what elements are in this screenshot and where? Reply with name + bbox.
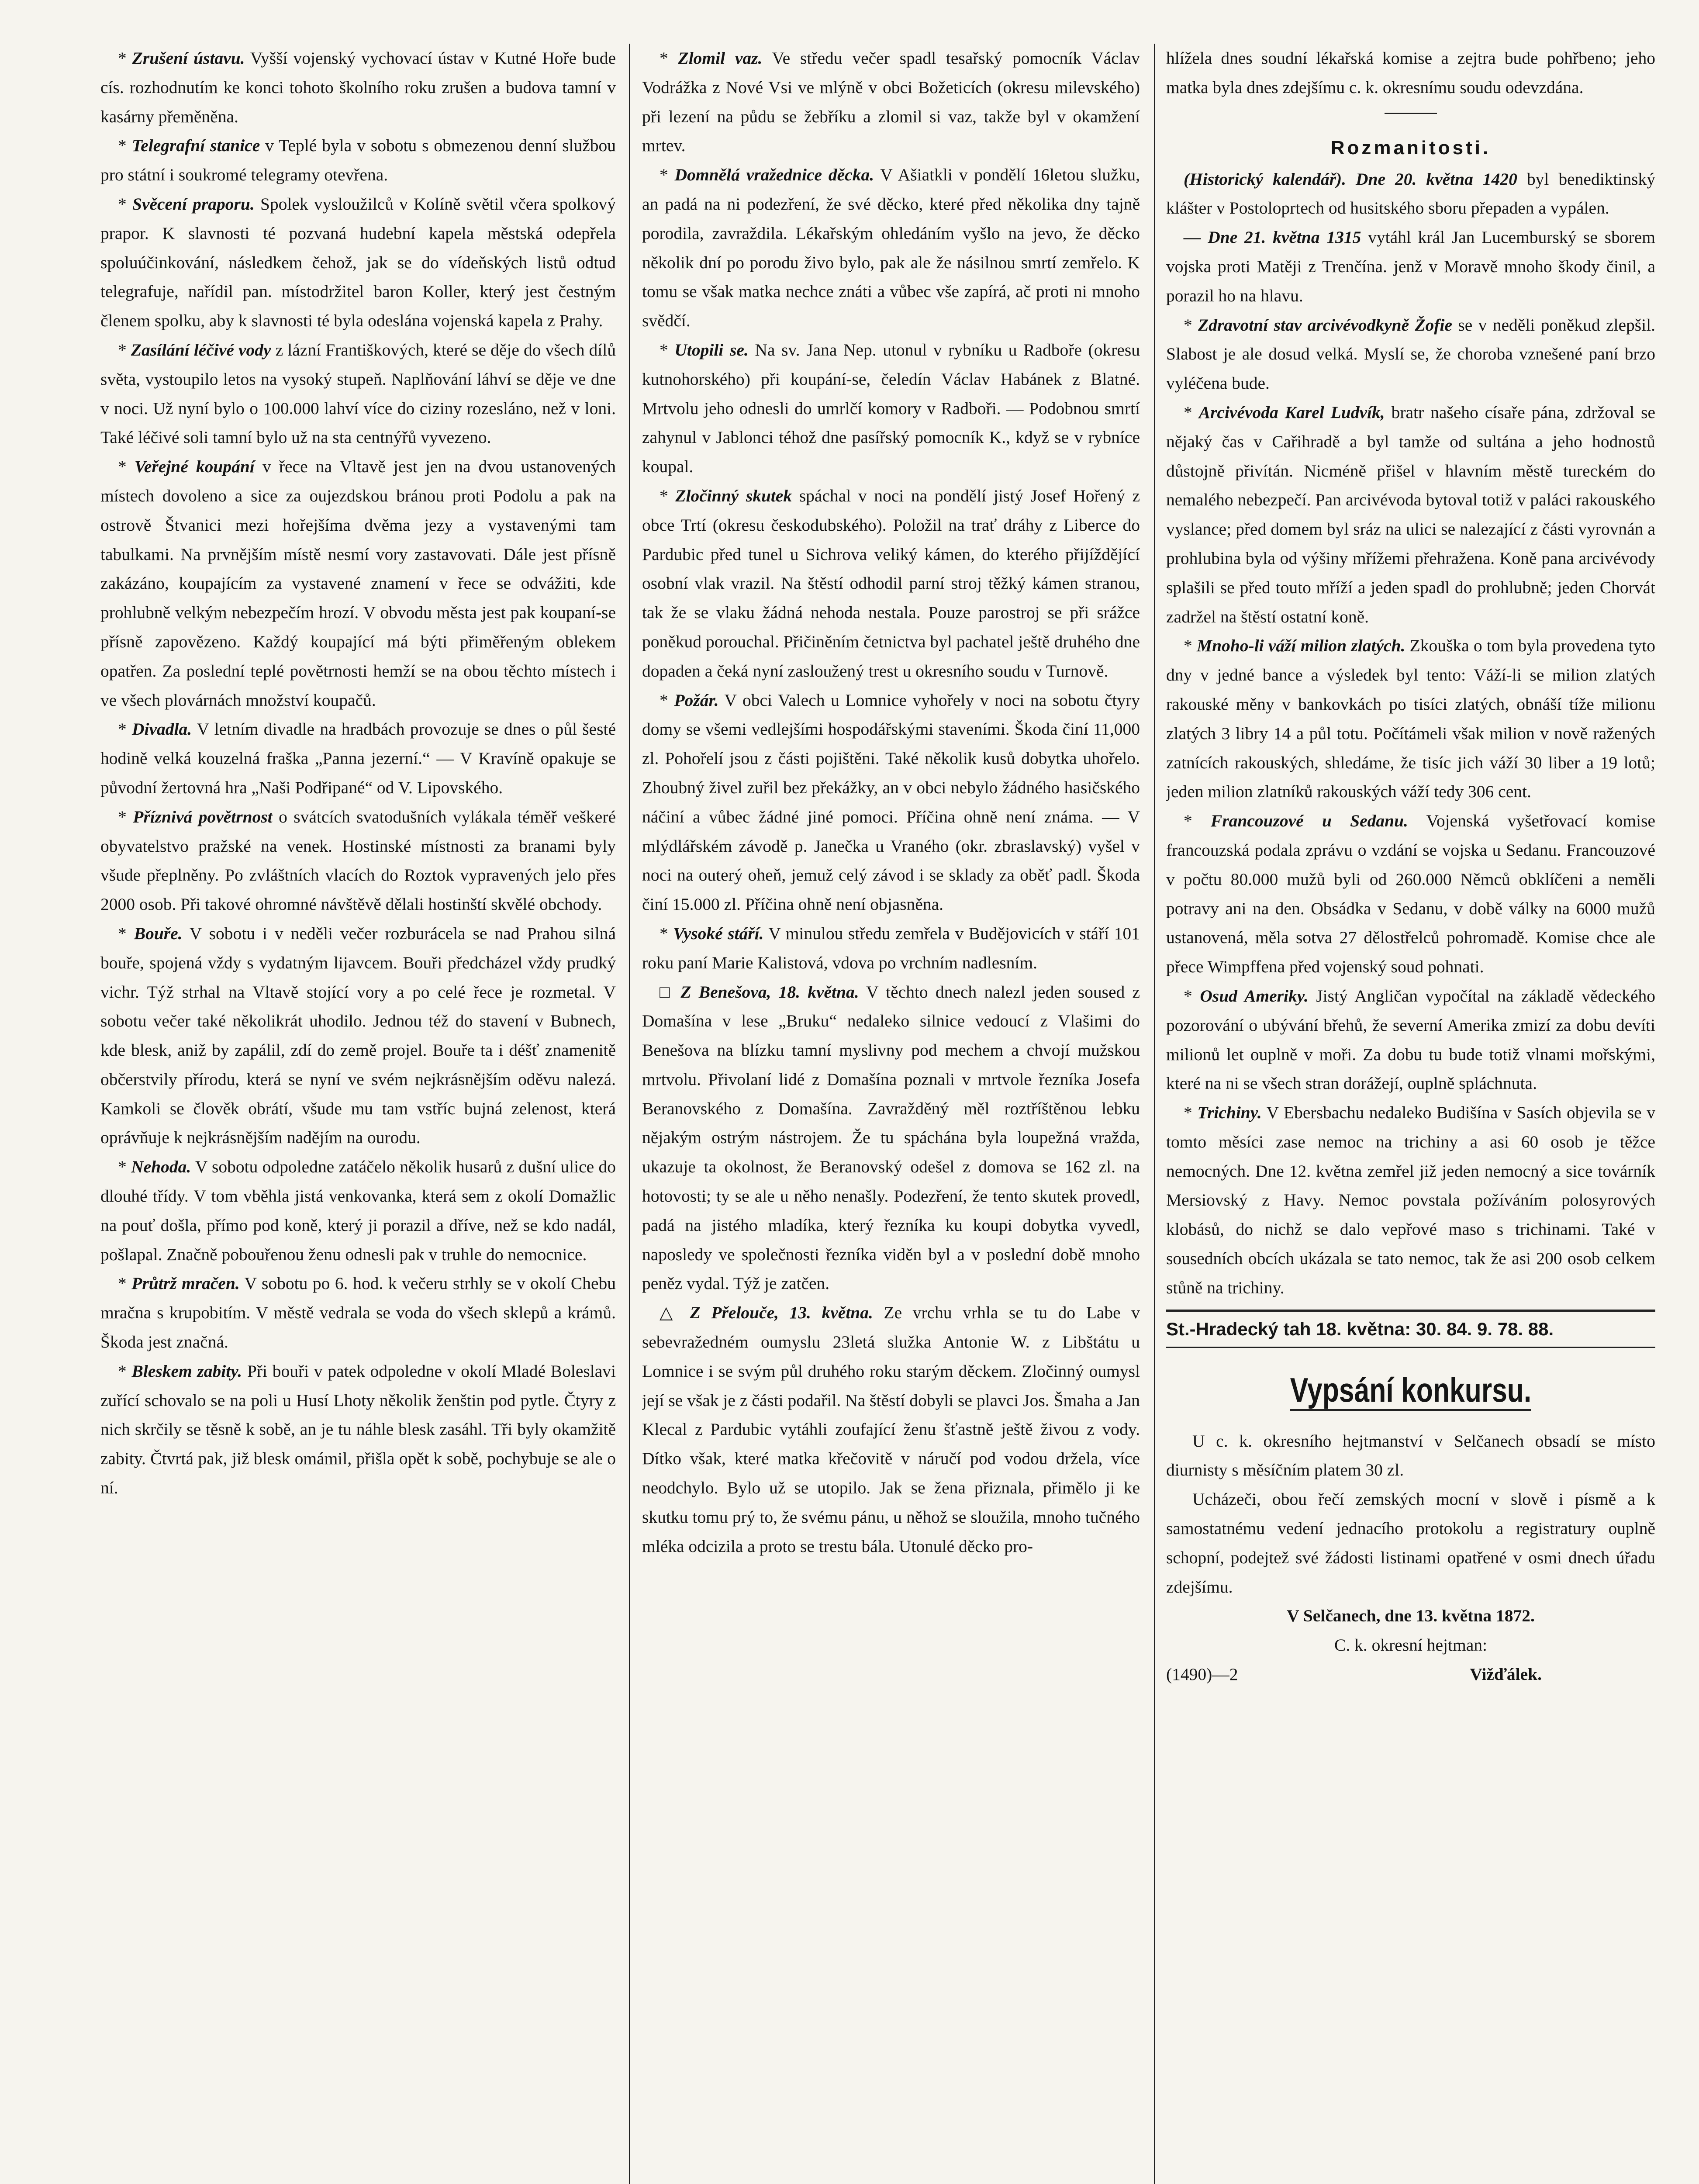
news-item-headline: Svěcení praporu. xyxy=(132,194,255,214)
news-item-headline: Zločinný skutek xyxy=(675,486,792,505)
news-item-text: byl benediktinský klášter v Postoloprtech od husitského sboru přepaden a vypálen. xyxy=(1166,169,1655,218)
news-item-headline: Požár. xyxy=(674,690,719,710)
advert-paragraph: Ucházeči, obou řečí zemských mocní v slově i písmě a k samostatnému vedení jednacího protokolu a registratury ouplně schopní, podejtež své žádosti listinami opatřené v osmi dnech úřadu zdejšímu. xyxy=(1166,1489,1655,1597)
news-item xyxy=(642,978,1140,1299)
item-marker: * xyxy=(118,719,132,739)
news-item-headline: □ Z Benešova, 18. května. xyxy=(660,982,859,1002)
item-marker: * xyxy=(660,486,676,505)
item-marker: * xyxy=(118,1274,132,1293)
news-item-text: V obci Valech u Lomnice vyhořely v noci na sobotu čtyry domy se všemi vedlejšími hospodářskými staveními. Škoda činí 11,000 zl. Pohořelí jsou z části pojištěni. Také několik kusů dobytka uhořelo. Zhoubný živel zuřil bez překážky, an v obci nebylo žádného hasičského náčiní a vůbec žádné jiné pomoci. Příčina ohně není známa. — V mlýdlářském závodě p. Janečka u Vraného (okr. zbraslavský) vyšel v noci na outerý oheň, jemuž celý závod i se sklady za oběť padl. Škoda činí 15.000 zl. Příčina ohně není objasněna. xyxy=(642,690,1140,914)
news-item xyxy=(100,44,616,131)
news-item-headline: Osud Ameriky. xyxy=(1200,986,1309,1006)
news-item xyxy=(100,335,616,452)
news-items xyxy=(1166,165,1655,1303)
news-item-text: v řece na Vltavě jest jen na dvou ustanovených místech dovoleno a sice za oujezdskou bránou proti Podolu a pak na ostrově Štvanici mezi hořejšíma dvěma jezy a vystavenými tam tabulkami. Na prvnějším místě nesmí vory zastavovati. Dále jest přísně zakázáno, koupajícím za vystavené znamení v řece se odvážiti, kde prohlubně velkým nebezpečím hrozí. V obvodu města jest pak koupaní-se přísně zapovězeno. Každý koupající má býti přiměřeným oblekem opatřen. Za poslední teplé povětrnosti hemží se na obou těchto místech i ve všech plovárnách množství koupačů. xyxy=(100,457,616,710)
news-item-text: Vyšší vojenský vychovací ústav v Kutné Hoře bude cís. rozhodnutím ke konci tohoto školního roku zrušen a budova tamní v kasárny přeměněna. xyxy=(100,48,616,126)
item-marker: * xyxy=(660,340,675,359)
news-item xyxy=(642,160,1140,335)
news-item xyxy=(1166,311,1655,398)
news-item-text: Zkouška o tom byla provedena tyto dny v jedné bance a výsledek byl tento: Váží-li se milion zlatých rakouské měny v bankovkách po tisíci zlatých, obnáší tíže milionu zlatých 3 libry 14 a půl totu. Počítámeli však milion v nově ražených zatnících rakouských, shledáme, že tisíc jich váží 30 liber a 19 lotů; jeden milion zlatníků rakouských váží tedy 306 cent. xyxy=(1166,636,1655,802)
item-marker: * xyxy=(118,194,132,214)
news-item xyxy=(1166,981,1655,1098)
item-marker: * xyxy=(660,690,674,710)
item-marker: * xyxy=(660,923,673,943)
news-item-text: o svátcích svatodušních vylákala téměř veškeré obyvatelstvo pražské na venek. Hostinské místnosti za branami byly všude přeplněny. Po zvláštních vlacích do Roztok vypravených jelo přes 2000 osob. Při takové ohromné návštěvě dělali hostinští skvělé obchody. xyxy=(100,807,616,914)
advert-title xyxy=(1215,1364,1606,1416)
news-item-text: V Ebersbachu nedaleko Budišína v Sasích objevila se v tomto měsíci zase nemoc na trichiny a asi 60 osob je těžce nemocných. Dne 12. května zemřel již jeden nemocný a sice továrník Mersiovský z Havy. Nemoc povstala požíváním polosyrových klobásů, do nichž se dalo vepřové maso s trichinami. Také v sousedních obcích ukázala se tato nemoc, tak že asi 200 osob celkem stůně na trichiny. xyxy=(1166,1103,1655,1297)
news-item-headline: Zlomil vaz. xyxy=(678,48,763,68)
news-item-headline: Bleskem zabity. xyxy=(131,1361,242,1381)
item-marker: * xyxy=(118,807,133,826)
lottery-results: St.-Hradecký tah 18. května: 30. 84. 9. 78. 88. xyxy=(1166,1310,1655,1348)
news-item-headline: Nehoda. xyxy=(131,1157,191,1177)
news-item-text: Při bouři v patek odpoledne v okolí Mladé Boleslavi zuřící schovalo se na poli u Husí Lhoty několik ženštin pod pytle. Čtyry z nich skrčily se těsně k sobě, an je tu náhle blesk zasáhl. Tři byly okamžitě zabity. Čtvrtá pak, již blesk omámil, přišla opět k sobě, pochybuje se ale o ní. xyxy=(100,1361,616,1498)
item-marker: * xyxy=(1184,315,1198,335)
item-marker: * xyxy=(1184,402,1199,422)
news-item-headline: Zrušení ústavu. xyxy=(132,48,245,68)
item-marker: * xyxy=(118,1157,131,1177)
news-item-headline: Zasílání léčivé vody xyxy=(131,340,271,359)
news-item-headline: Arcivévoda Karel Ludvík, xyxy=(1198,402,1385,422)
news-item xyxy=(100,452,616,715)
continued-article-text: hlížela dnes soudní lékařská komise a zejtra bude pohřbeno; jeho matka byla dnes zdejšímu c. k. okresnímu soudu odevzdána. xyxy=(1166,48,1655,97)
item-marker: * xyxy=(118,457,135,477)
news-item xyxy=(100,1152,616,1269)
news-item xyxy=(1166,398,1655,631)
news-item-headline: Veřejné koupání xyxy=(134,457,255,477)
news-item xyxy=(1166,165,1655,223)
news-item-headline: Divadla. xyxy=(131,719,192,739)
news-item-text: Jistý Angličan vypočítal na základě vědeckého pozorování o ubývání břehů, že severní Amerika zmizí za dobu devíti milionů let ouplně v moři. Za dobu tu bude totiž vlnami mořskými, které na ni se všech stran dorážejí, ouplně spláchnuta. xyxy=(1166,986,1655,1093)
news-item-text: Spolek vysloužilců v Kolíně světil včera spolkový prapor. K slavnosti té pozvaná hudební kapela městská odepřela spoluúčinkování, následkem čehož, jak se do vídeňských listů odtud telegrafuje, nařídil pan. místodržitel baron Koller, který jest čestným členem spolku, aby k slavnosti té byla odeslána vojenská kapela z Prahy. xyxy=(100,194,616,331)
news-item xyxy=(642,481,1140,686)
advert-paragraph: U c. k. okresního hejtmanství v Selčanech obsadí se místo diurnisty s měsíčním platem 30 zl. xyxy=(1166,1431,1655,1480)
news-item-text: v Teplé byla v sobotu s obmezenou denní službou pro státní i soukromé telegramy otevřena. xyxy=(100,136,616,185)
item-marker: * xyxy=(118,923,134,943)
advert-title-text: Vypsání konkursu. xyxy=(1290,1371,1532,1411)
news-item xyxy=(1166,631,1655,806)
news-item-text: V sobotu odpoledne zatáčelo několik husarů z dušní ulice do dlouhé třídy. V tom vběhla jistá venkovanka, která sem z okolí Domažlic na pouť došla, přímo pod koně, který ji porazil a dříve, než se kdo nadál, pošlapal. Značně pobouřenou ženu odnesli pak v truhle do nemocnice. xyxy=(100,1157,616,1264)
newspaper-page xyxy=(100,44,1655,2184)
news-item-headline: Trichiny. xyxy=(1197,1103,1262,1123)
news-item-headline: Utopili se. xyxy=(674,340,749,359)
news-item-text: V letním divadle na hradbách provozuje se dnes o půl šesté hodině velká kouzelná fraška „Panna jezerní.“ — V Kravíně opakuje se původní žertovná hra „Naši Podřipané“ od V. Lipovského. xyxy=(100,719,616,797)
advert-place-date: V Selčanech, dne 13. května 1872. xyxy=(1287,1606,1535,1626)
column-right xyxy=(1166,44,1655,2184)
news-item-text: Vojenská vyšetřovací komise francouzská podala zprávu o vzdání se vojska u Sedanu. Francouzové v počtu 80.000 mužů byli od 260.000 Němců obklíčeni a neměli potravy ani na den. Obsádka v Sedanu, v době války na 6000 mužů ustanovená, měla sotva 27 dělostřelců pohromadě. Komise chce ale přece Wimpffena před vojenský soud pohnati. xyxy=(1166,811,1655,977)
item-marker: * xyxy=(118,1361,132,1381)
news-item xyxy=(642,1298,1140,1561)
news-item xyxy=(642,919,1140,978)
item-marker: * xyxy=(1184,986,1200,1006)
news-item-text: V sobotu po 6. hod. k večeru strhly se v okolí Chebu mračna s krupobitím. V městě vedrala se voda do všech sklepů a krámů. Škoda jest značná. xyxy=(100,1274,616,1352)
separator-rule xyxy=(1385,113,1437,114)
news-item-text: Ve středu večer spadl tesařský pomocník Václav Vodrážka z Nové Vsi ve mlýně v obci Božeticích (okresu milevského) při lezení na půdu se žebříku a zlomil si vaz, takže byl v okamžení mrtev. xyxy=(642,48,1140,156)
news-item-headline: — Dne 21. května 1315 xyxy=(1184,228,1361,247)
item-marker: * xyxy=(1184,636,1197,656)
item-marker: * xyxy=(1184,1103,1198,1123)
news-item xyxy=(100,1269,616,1356)
item-marker: * xyxy=(660,165,675,185)
news-item-text: Na sv. Jana Nep. utonul v rybníku u Radboře (okresu kutnohorského) při koupání-se, čeledín Václav Habánek z Blatné. Mrtvolu jeho odnesli do umrlčí komory v Radboři. — Podobnou smrtí zahynul v Jablonci téhož dne pasířský pomocník K., když se v rybníce koupal. xyxy=(642,340,1140,477)
news-item-text: vytáhl král Jan Lucemburský se sborem vojska proti Matěji z Trenčína. jenž v Moravě mnoho škody činil, a porazil ho na hlavu. xyxy=(1166,228,1655,305)
news-item xyxy=(1166,806,1655,981)
news-item-headline: Domnělá vražednice děcka. xyxy=(674,165,874,185)
news-item xyxy=(642,686,1140,919)
news-item-headline: Telegrafní stanice xyxy=(131,136,260,156)
news-item-headline: Příznivá povětrnost xyxy=(133,807,273,826)
news-item-text: se v neděli poněkud zlepšil. Slabost je ale dosud velká. Myslí se, že choroba vznešené paní brzo vyléčena bude. xyxy=(1166,315,1655,393)
news-item xyxy=(100,919,616,1152)
advert-reference: (1490)—2 xyxy=(1166,1665,1238,1684)
news-item-headline: Bouře. xyxy=(134,923,183,943)
news-item xyxy=(100,190,616,335)
news-item-headline: △ Z Přelouče, 13. května. xyxy=(660,1303,873,1323)
news-item-text: spáchal v noci na pondělí jistý Josef Hořený z obce Trtí (okresu českodubského). Položil na trať dráhy z Liberce do Pardubic před tunel u Sichrova veliký kámen, do kterého přijíždějící osobní vlak vrazil. Na štěstí odhodil parní stroj těžký kámen stranou, tak že se vlaku žádná nehoda nestala. Pouze parostroj se při srážce poněkud porouchal. Přičiněním četnictva byl pachatel ještě druhého dne dopaden a čeká nyní zasloužený trest u okresního soudu v Turnově. xyxy=(642,486,1140,681)
news-item-headline: Zdravotní stav arcivévodkyně Žofie xyxy=(1198,315,1453,335)
column-divider xyxy=(1154,44,1155,2184)
column-middle xyxy=(642,44,1140,2184)
news-item xyxy=(100,802,616,919)
news-item xyxy=(642,44,1140,160)
news-item-text: Ze vrchu vrhla se tu do Labe v sebevražedném oumyslu 23letá služka Antonie W. z Libštátu u Lomnice i se svým půl druhého roku starým děckem. Zločinný oumysl její se však je z části podařil. Na štěstí dobyli se plavci Jos. Šmaha a Jan Klecal z Pardubic vytáhli zoufající ženu šťastně ještě živou z vody. Dítko však, které matka křečovitě v náručí pod vodou držela, více neodchylo. Bylo už se utopilo. Jak se žena přiznala, přimělo ji ke skutku tomu prý to, že svému pánu, u něhož se sloužila, mnoho tučného mléka odcizila a proto se trestu bála. Utonulé děcko pro- xyxy=(642,1303,1140,1556)
news-item xyxy=(100,1357,616,1503)
advert-signature: Vižďálek. xyxy=(1470,1665,1542,1684)
item-marker: * xyxy=(118,340,131,359)
item-marker: * xyxy=(118,48,132,68)
advert-signature-line xyxy=(1166,1660,1655,1689)
news-item xyxy=(100,131,616,190)
news-item xyxy=(1166,1098,1655,1303)
news-item-text: V Ašiatkli v pondělí 16letou služku, an padá na ni podezření, že své děcko, které před několika dny tajně porodila, zavraždila. Lékařským ohledáním vyšlo na jevo, že děcko několik dní po porodu živo bylo, pak ale že násilnou smrtí zemřelo. K tomu se však matka nechce znáti a vůbec vše zapírá, ač proti ni mnoho svědčí. xyxy=(642,165,1140,331)
news-item-headline: Mnoho-li váží milion zlatých. xyxy=(1197,636,1405,656)
item-marker: * xyxy=(1184,811,1211,831)
news-item-text: bratr našeho císaře pána, zdržoval se nějaký čas v Cařihradě a byl tamže od sultána a jeho hodnostů důstojně přivítán. Nicméně přišel v hlavním městě tureckém do nemalého nebezpečí. Pan arcivévoda bytoval totiž v paláci rakouského vyslance; před domem byl sráz na ulici se nalezající z části vyrovnán a prohlubina byla od výšiny mřížemi přehražena. Koně pana arcivévody splašili se před touto mříží a jeden spadl do prohlubně; jeden Chorvát zadržel na štěstí ostatní koně. xyxy=(1166,402,1655,626)
news-item xyxy=(1166,223,1655,310)
news-item xyxy=(100,715,616,802)
news-item-headline: (Historický kalendář). Dne 20. května 1420 xyxy=(1184,169,1517,189)
news-item-text: z lázní Františkových, které se děje do všech dílů světa, vystoupilo letos na vysoký stupeň. Naplňování láhví se děje ve dne v noci. Už nyní bylo o 100.000 lahví více do ciziny rozesláno, než v loni. Také léčivé soli tamní bylo už na sta centnýřů vyvezeno. xyxy=(100,340,616,447)
item-marker: * xyxy=(660,48,678,68)
news-item-headline: Průtrž mračen. xyxy=(131,1274,240,1293)
news-item-text: V těchto dnech nalezl jeden soused z Domašína v lese „Bruku“ nedaleko silnice vedoucí z Vlašimi do Benešova na blízku tamní myslivny pod mechem a chvojí mužskou mrtvolu. Přivolaní lidé z Domašína poznali v mrtvole řezníka Josefa Beranovského z Domašína. Zavražděný měl roztříštěnou lebku nějakým ostrým nástrojem. Že tu spáchána byla loupežná vražda, ukazuje ta okolnost, že Beranovský odešel z domova se 162 zl. na hotovosti; ty se ale u něho nenašly. Podezření, že tento skutek provedl, padá na jistého mladíka, který řezníka ku koupi dobytka vyvedl, naposledy ve společnosti řezníka viděn byl a v poslední době mnoho peněz vydal. Týž je zatčen. xyxy=(642,982,1140,1293)
item-marker: * xyxy=(118,136,132,156)
news-item-text: V sobotu i v neděli večer rozburácela se nad Prahou silná bouře, spojená vždy s vydatným lijavcem. Bouři předcházel vždy prudký vichr. Týž strhal na Vltavě stojící vory a po celé řece je rozmetal. V sobotu večer také několikrát uhodilo. Jednou též do stavení v Bubnech, kde blesk, aniž by zapálil, zdí do země projel. Bouře ta i déšť znamenitě občerstvily přírodu, která se nyní ve svém nejkrásnějším oděvu nalezá. Kamkoli se člověk obrátí, všude mu tam vstříc bujná zelenost, která oprávňuje k nejkrásnějším nadějím na ourodu. xyxy=(100,923,616,1147)
news-item xyxy=(642,335,1140,481)
advert-office: C. k. okresní hejtman: xyxy=(1334,1635,1487,1655)
column-left xyxy=(100,44,616,2184)
section-title: Rozmanitosti. xyxy=(1330,137,1491,159)
news-item-text: V minulou středu zemřela v Budějovicích v stáří 101 roku paní Marie Kalistová, vdova po vrchním nadlesním. xyxy=(642,923,1140,972)
news-item-headline: Francouzové u Sedanu. xyxy=(1210,811,1408,831)
news-item-headline: Vysoké stáří. xyxy=(673,923,764,943)
column-divider xyxy=(629,44,630,2184)
